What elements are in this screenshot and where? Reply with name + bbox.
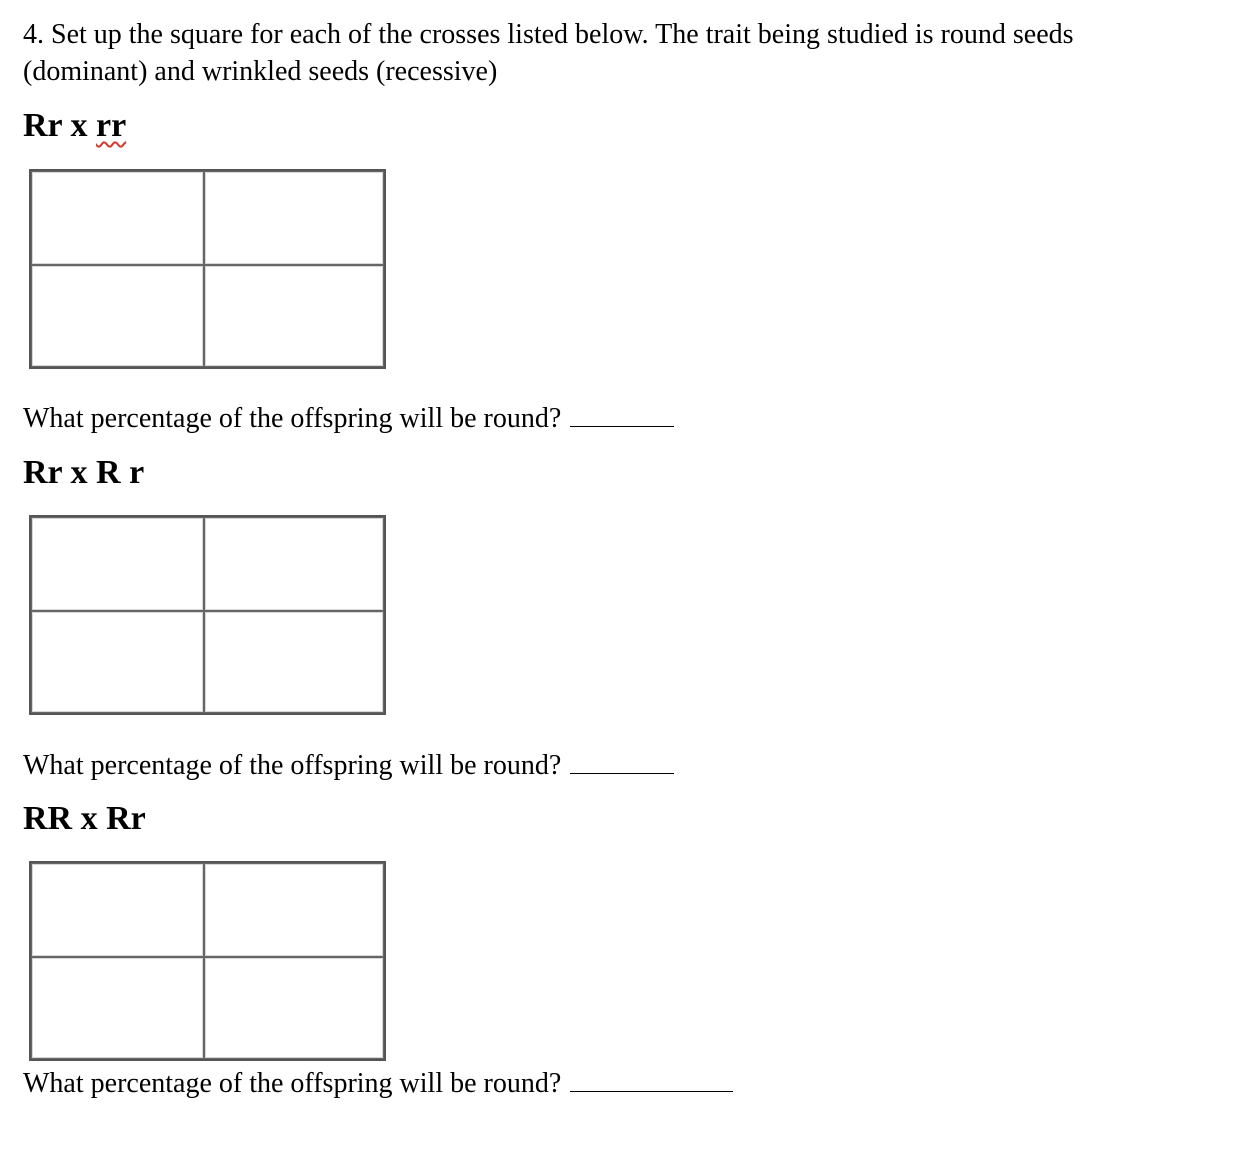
answer-blank-2[interactable] xyxy=(570,751,674,774)
answer-blank-1[interactable] xyxy=(570,404,674,427)
punnett-2-cell-bottom-left[interactable] xyxy=(31,611,204,713)
question-3-text: What percentage of the offspring will be round? xyxy=(23,1068,562,1099)
punnett-square-2 xyxy=(29,515,386,715)
cross-3-title xyxy=(23,799,146,839)
punnett-1-cell-bottom-right[interactable] xyxy=(204,265,384,367)
cross-1-parent2: rr xyxy=(96,107,127,144)
cross-2-parent1: Rr xyxy=(23,454,63,491)
question-1 xyxy=(23,402,674,436)
question-3 xyxy=(23,1067,733,1101)
cross-3-separator: x xyxy=(72,800,107,837)
punnett-3-cell-top-right[interactable] xyxy=(204,863,384,957)
punnett-1-cell-top-left[interactable] xyxy=(31,171,204,265)
cross-3-parent2: Rr xyxy=(106,800,146,837)
cross-2-title xyxy=(23,453,144,493)
punnett-2-cell-top-right[interactable] xyxy=(204,517,384,611)
question-1-text: What percentage of the offspring will be round? xyxy=(23,403,562,434)
cross-3-parent1: RR xyxy=(23,800,73,837)
punnett-3-cell-top-left[interactable] xyxy=(31,863,204,957)
answer-blank-3[interactable] xyxy=(570,1069,733,1092)
cross-1-title xyxy=(23,106,126,146)
cross-2-parent2: R r xyxy=(96,454,145,491)
punnett-2-cell-top-left[interactable] xyxy=(31,517,204,611)
cross-1-separator: x xyxy=(62,107,97,144)
question-2 xyxy=(23,749,674,783)
instruction-text: 4. Set up the square for each of the crosses listed below. The trait being studied is round seeds (dominant) and wrinkled seeds (recessive) xyxy=(23,19,1074,87)
punnett-square-1 xyxy=(29,169,386,369)
punnett-square-3 xyxy=(29,861,386,1061)
cross-2-separator: x xyxy=(62,454,97,491)
punnett-2-cell-bottom-right[interactable] xyxy=(204,611,384,713)
punnett-1-cell-bottom-left[interactable] xyxy=(31,265,204,367)
cross-1-parent1: Rr xyxy=(23,107,63,144)
punnett-3-cell-bottom-left[interactable] xyxy=(31,957,204,1059)
question-2-text: What percentage of the offspring will be round? xyxy=(23,750,562,781)
punnett-3-cell-bottom-right[interactable] xyxy=(204,957,384,1059)
punnett-1-cell-top-right[interactable] xyxy=(204,171,384,265)
